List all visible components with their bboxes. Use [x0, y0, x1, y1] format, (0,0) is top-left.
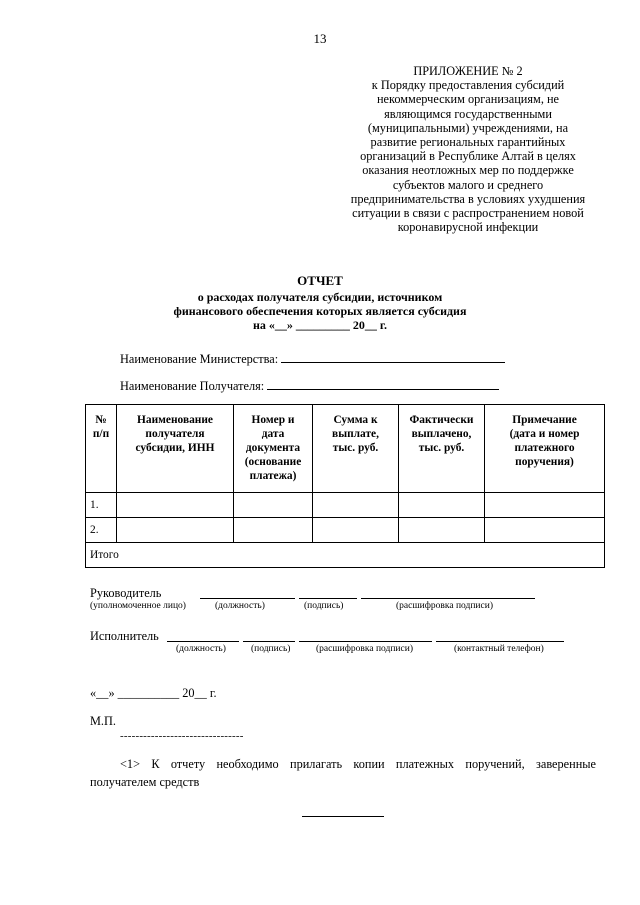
table-cell[interactable]: [485, 493, 605, 518]
footnote-separator: --------------------------------: [120, 730, 244, 742]
appendix-header: [326, 64, 610, 234]
caption-authorized-person: (уполномоченное лицо): [90, 601, 186, 611]
appendix-line: развитие региональных гарантийных: [370, 135, 566, 150]
recipient-blank-line[interactable]: [267, 377, 499, 390]
total-label: Итого: [86, 543, 605, 568]
column-header-note: Примечание (дата и номер платежного поручения): [485, 405, 605, 493]
caption-signature-decoding: (расшифровка подписи): [396, 601, 493, 611]
stamp-placeholder: М.П.: [90, 714, 116, 728]
report-subtitle-line: о расходах получателя субсидии, источником: [197, 290, 443, 304]
executor-label: Исполнитель: [90, 629, 159, 643]
table-cell[interactable]: [313, 493, 399, 518]
table-total-row: [86, 543, 605, 568]
head-signature-line[interactable]: [299, 598, 357, 599]
column-header-document: Номер и дата документа (основание платежа): [234, 405, 313, 493]
caption-signature-decoding: (расшифровка подписи): [316, 644, 413, 654]
page-number: 13: [313, 31, 327, 46]
head-decoding-line[interactable]: [361, 598, 535, 599]
table-cell[interactable]: [399, 493, 485, 518]
appendix-line: являющимся государственными: [384, 106, 552, 121]
table-cell[interactable]: [234, 518, 313, 543]
executor-position-line[interactable]: [167, 641, 239, 642]
head-label: Руководитель: [90, 586, 162, 600]
column-header-amount-paid: Фактически выплачено, тыс. руб.: [399, 405, 485, 493]
executor-phone-line[interactable]: [436, 641, 564, 642]
appendix-line: ПРИЛОЖЕНИЕ № 2: [413, 64, 523, 78]
appendix-line: ситуации в связи с распространением новой: [352, 206, 584, 221]
table-row: [86, 493, 605, 518]
head-position-line[interactable]: [200, 598, 295, 599]
table-cell[interactable]: [313, 518, 399, 543]
caption-position: (должность): [176, 644, 226, 654]
column-header-amount-due: Сумма к выплате, тыс. руб.: [313, 405, 399, 493]
column-header-number: № п/п: [86, 405, 117, 493]
end-divider: [302, 816, 384, 817]
recipient-label: Наименование Получателя:: [120, 379, 265, 393]
table-row: [86, 518, 605, 543]
report-date-line: на «__» _________ 20__ г.: [252, 318, 387, 332]
recipient-field: [120, 377, 499, 394]
appendix-line: субъектов малого и среднего: [392, 177, 544, 192]
caption-signature: (подпись): [304, 601, 344, 611]
table-cell[interactable]: [399, 518, 485, 543]
appendix-line: организаций в Республике Алтай в целях: [360, 149, 576, 164]
table-cell[interactable]: [234, 493, 313, 518]
column-header-recipient: Наименование получателя субсидии, ИНН: [117, 405, 234, 493]
report-subtitle-line: финансового обеспечения которых является субсидия: [173, 304, 467, 318]
appendix-line: предпринимательства в условиях ухудшения: [350, 191, 586, 206]
footnote-text-continued: получателем средств: [90, 775, 200, 789]
ministry-field: [120, 350, 505, 367]
caption-signature: (подпись): [251, 644, 291, 654]
row-number-cell: 2.: [86, 518, 117, 543]
executor-signature-line[interactable]: [243, 641, 295, 642]
table-header-row: [86, 405, 605, 493]
footnote-text: <1> К отчету необходимо прилагать копии платежных поручений, заверенные: [120, 757, 596, 771]
report-title: [60, 274, 580, 332]
appendix-line: к Порядку предоставления субсидий: [371, 78, 565, 93]
appendix-line: оказания неотложных мер по поддержке: [362, 163, 574, 178]
signature-date: «__» __________ 20__ г.: [90, 686, 217, 700]
ministry-blank-line[interactable]: [281, 350, 505, 363]
appendix-line: коронавирусной инфекции: [397, 220, 539, 235]
table-cell[interactable]: [485, 518, 605, 543]
appendix-line: (муниципальными) учреждениями, на: [367, 120, 569, 135]
appendix-line: некоммерческим организациям, не: [376, 92, 560, 107]
row-number-cell: 1.: [86, 493, 117, 518]
caption-position: (должность): [215, 601, 265, 611]
expense-table: [85, 404, 605, 568]
table-cell[interactable]: [117, 518, 234, 543]
ministry-label: Наименование Министерства:: [120, 352, 279, 366]
caption-contact-phone: (контактный телефон): [454, 644, 544, 654]
table-cell[interactable]: [117, 493, 234, 518]
executor-decoding-line[interactable]: [299, 641, 432, 642]
report-heading: ОТЧЕТ: [297, 273, 343, 288]
